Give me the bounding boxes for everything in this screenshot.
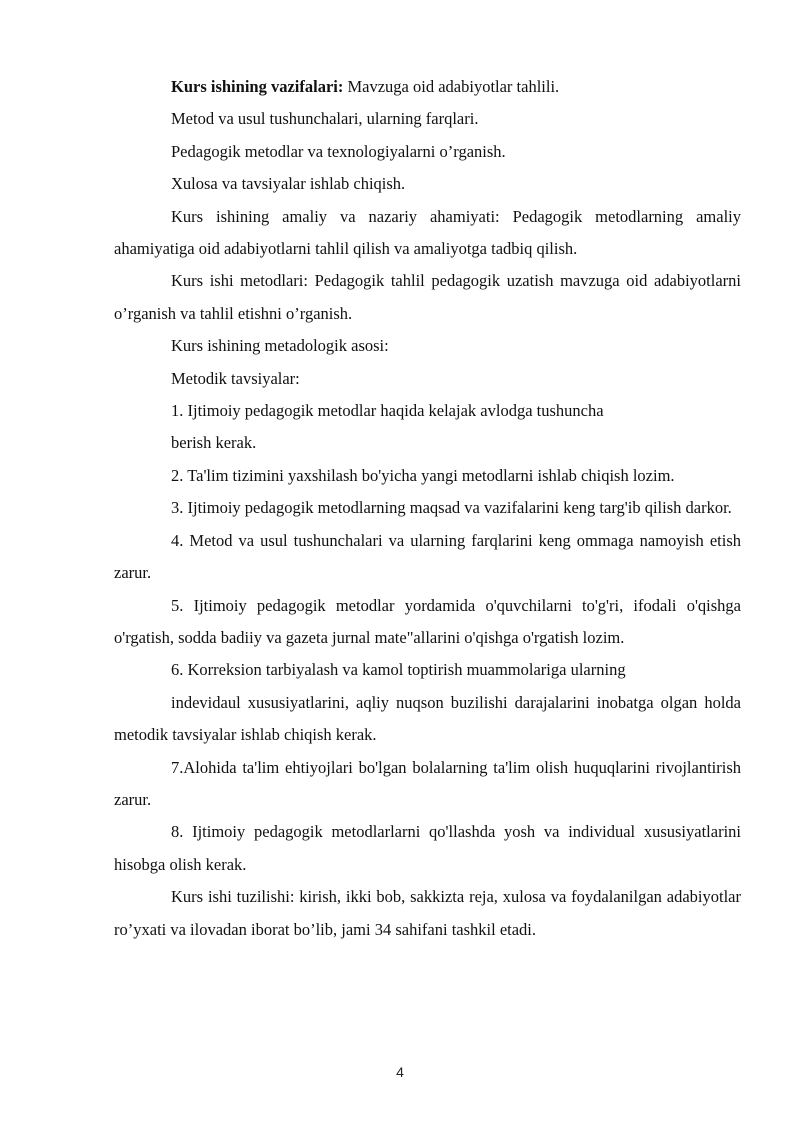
paragraph-research-methods: Kurs ishi metodlari: Pedagogik tahlil pedagogik uzatish mavzuga oid adabiyotlarni o’rganish va tahlil etishni o’rganish. (114, 271, 741, 323)
tasks-text: Mavzuga oid adabiyotlar tahlili. (343, 77, 560, 96)
paragraph-methods-concepts: Metod va usul tushunchalari, ularning farqlari. (171, 109, 479, 129)
list-item-5: 5. Ijtimoiy pedagogik metodlar yordamida o'quvchilarni to'g'ri, ifodali o'qishga o'rgatish, sodda badiiy va gazeta jurnal mate"allarini o'qishga o'rgatish lozim. (114, 595, 741, 647)
tasks-heading: Kurs ishining vazifalari: (171, 77, 344, 96)
paragraph-methodological-basis: Kurs ishining metadologik asosi: (171, 336, 389, 356)
list-item-8: 8. Ijtimoiy pedagogik metodlarlarni qo'llashda yosh va individual xususiyatlarini hisobga olish kerak. (114, 822, 741, 874)
list-item-1-line1: 1. Ijtimoiy pedagogik metodlar haqida kelajak avlodga tushuncha (171, 401, 604, 421)
list-item-2: 2. Ta'lim tizimini yaxshilash bo'yicha yangi metodlarni ishlab chiqish lozim. (171, 465, 675, 485)
list-item-7: 7.Alohida ta'lim ehtiyojlari bo'lgan bolalarning ta'lim olish huquqlarini rivojlantirish zarur. (114, 757, 741, 809)
list-item-3: 3. Ijtimoiy pedagogik metodlarning maqsad va vazifalarini keng targ'ib qilish darkor. (171, 498, 732, 518)
paragraph-study-technologies: Pedagogik metodlar va texnologiyalarni o’rganish. (171, 141, 506, 161)
paragraph-conclusions: Xulosa va tavsiyalar ishlab chiqish. (171, 174, 406, 194)
paragraph-tasks (114, 71, 741, 103)
page-body (114, 71, 741, 946)
list-item-4: 4. Metod va usul tushunchalari va ularning farqlarini keng ommaga namoyish etish zarur. (114, 530, 741, 583)
list-item-1-line2: berish kerak. (171, 433, 257, 453)
list-item-6-line1: 6. Korreksion tarbiyalash va kamol toptirish muammolariga ularning (171, 660, 626, 680)
paragraph-significance: Kurs ishining amaliy va nazariy ahamiyati: Pedagogik metodlarning amaliy ahamiyatiga oid adabiyotlarni tahlil qilish va amaliyotga tadbiq qilish. (114, 206, 741, 259)
list-item-6-line2: indevidaul xususiyatlarini, aqliy nuqson buzilishi darajalarini inobatga olgan holda metodik tavsiyalar ishlab chiqish kerak. (114, 692, 741, 745)
paragraph-structure: Kurs ishi tuzilishi: kirish, ikki bob, sakkizta reja, xulosa va foydalanilgan adabiyotlar ro’yxati va ilovadan iborat bo’lib, jami 34 sahifani tashkil etadi. (114, 887, 741, 939)
paragraph-recommendations-heading: Metodik tavsiyalar: (171, 368, 300, 388)
page-number: 4 (396, 1064, 404, 1080)
